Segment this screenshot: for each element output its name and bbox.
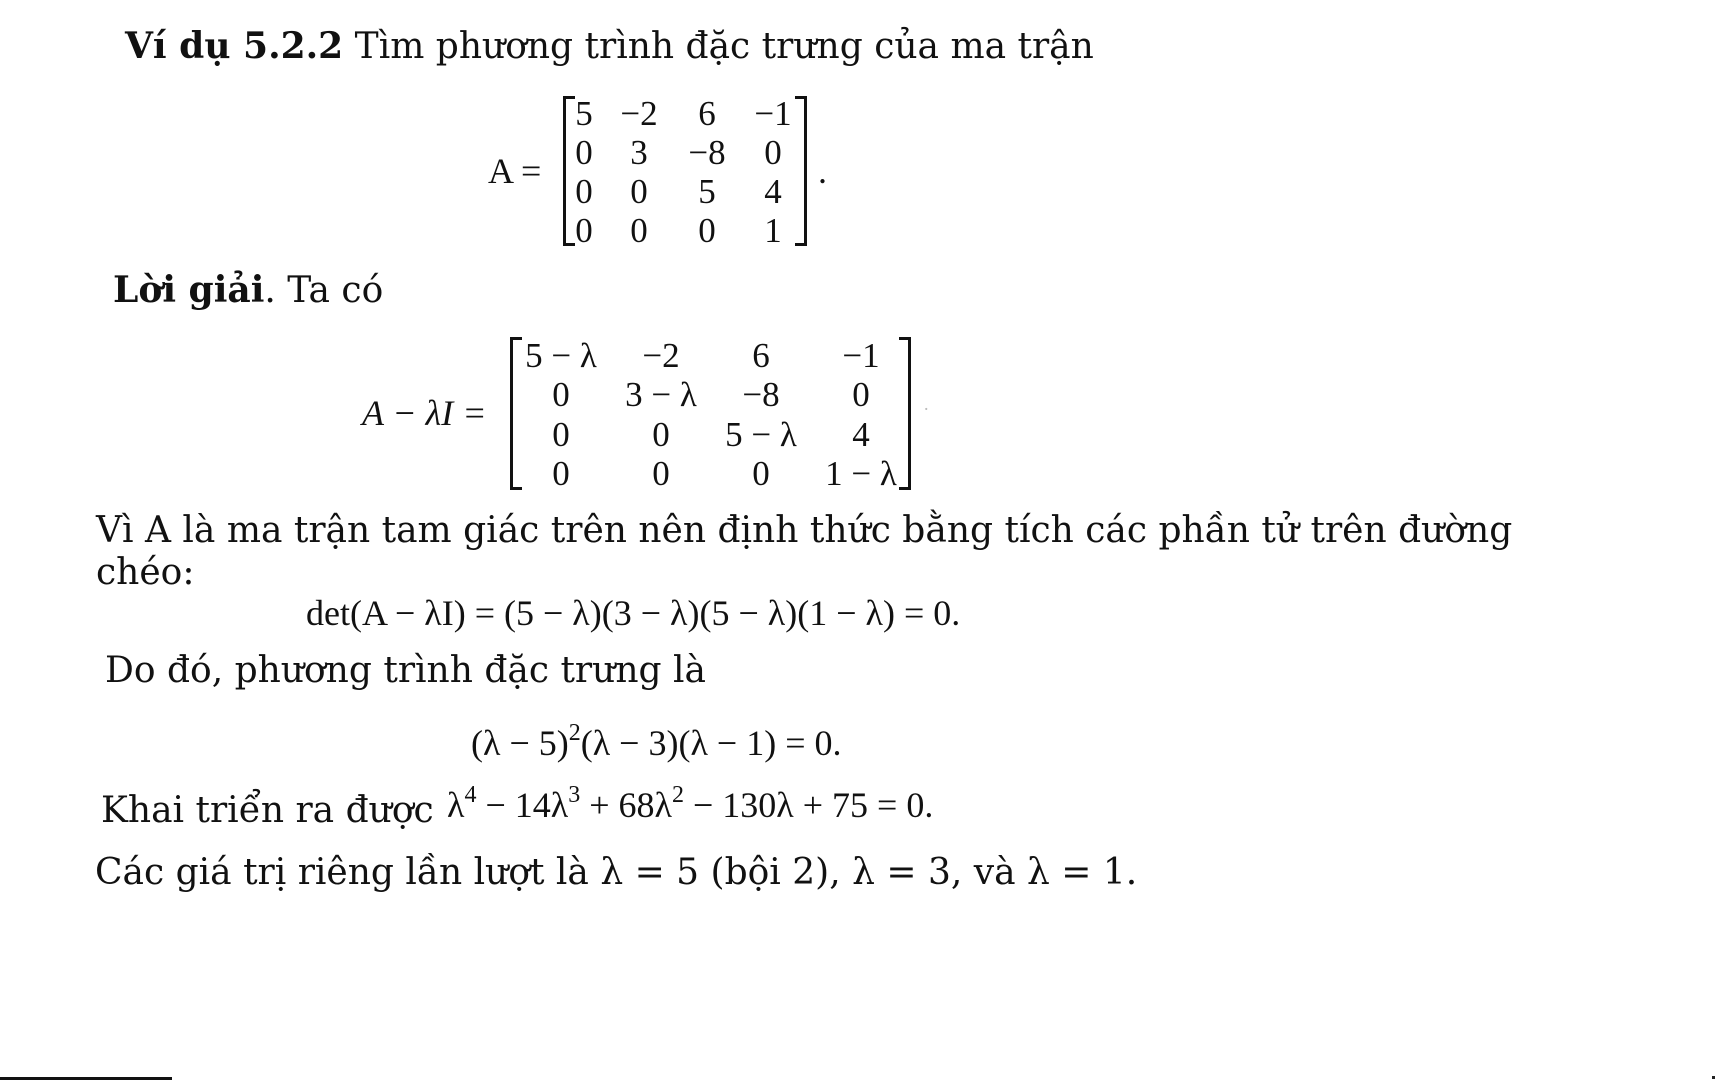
matrix-ali-cell-r1c4: −1 <box>842 336 880 375</box>
matrix-ali-cell-r4c3: 0 <box>752 454 770 493</box>
solution-heading <box>113 269 384 311</box>
matrix-ali <box>510 336 911 493</box>
matrix-ali-cell-r3c3: 5 − λ <box>725 415 797 454</box>
matrix-ali-cell-r1c2: −2 <box>642 336 680 375</box>
matrix-a-cell-r2c3: −8 <box>688 133 726 172</box>
example-label: Ví dụ 5.2.2 <box>125 25 344 67</box>
matrix-a-cell-r1c1: 5 <box>575 94 593 133</box>
matrix-a-cell-r3c2: 0 <box>630 172 648 211</box>
expanded-polynomial: $\lambda^4 - 14\lambda^3 + 68\lambda^2 - 130\lambda + 75 = 0$. <box>447 782 934 825</box>
matrix-a <box>563 94 807 250</box>
example-heading <box>125 25 1094 67</box>
matrix-a-cell-r4c4: 1 <box>764 211 782 250</box>
matrix-ali-cell-r3c1: 0 <box>552 415 570 454</box>
characteristic-equation: $(\lambda - 5)^2(\lambda - 3)(\lambda - 1) = 0$. <box>471 720 842 763</box>
det-equation: det(A − λI) = (5 − λ)(3 − λ)(5 − λ)(1 − λ) = 0. <box>306 593 961 633</box>
matrix-a-cell-r4c2: 0 <box>630 211 648 250</box>
matrix-a-cell-r4c3: 0 <box>698 211 716 250</box>
matrix-ali-cell-r4c4: 1 − λ <box>825 454 897 493</box>
example-text: Tìm phương trình đặc trưng của ma trận <box>343 26 1094 67</box>
matrix-a-cell-r1c3: 6 <box>698 94 716 133</box>
matrix-ali-cell-r4c1: 0 <box>552 454 570 493</box>
matrix-ali-cell-r2c3: −8 <box>742 375 780 414</box>
matrix-a-cell-r3c4: 4 <box>764 172 782 211</box>
matrix-ali-grid <box>513 336 908 493</box>
matrix-ali-cell-r2c1: 0 <box>552 375 570 414</box>
matrix-ali-cell-r3c2: 0 <box>652 415 670 454</box>
matrix-a-grid <box>566 94 804 250</box>
scan-speck <box>1712 1076 1715 1079</box>
matrix-a-cell-r2c4: 0 <box>764 133 782 172</box>
matrix-a-period: . <box>818 151 827 191</box>
footnote-rule <box>0 1077 172 1080</box>
matrix-a-cell-r1c2: −2 <box>620 94 658 133</box>
matrix-ali-lhs: A − λI = <box>362 393 487 433</box>
matrix-ali-period: . <box>924 394 929 414</box>
matrix-a-cell-r2c2: 3 <box>630 133 648 172</box>
matrix-ali-cell-r1c1: 5 − λ <box>525 336 597 375</box>
paragraph-2: Do đó, phương trình đặc trưng là <box>105 650 706 691</box>
matrix-a-cell-r3c3: 5 <box>698 172 716 211</box>
matrix-ali-cell-r4c2: 0 <box>652 454 670 493</box>
matrix-ali-cell-r2c4: 0 <box>852 375 870 414</box>
matrix-a-cell-r3c1: 0 <box>575 172 593 211</box>
matrix-a-cell-r4c1: 0 <box>575 211 593 250</box>
eigenvalues-sentence: Các giá trị riêng lần lượt là λ = 5 (bội 2), λ = 3, và λ = 1. <box>95 852 1138 893</box>
matrix-ali-cell-r2c2: 3 − λ <box>625 375 697 414</box>
solution-label: Lời giải <box>113 269 265 311</box>
expand-label: Khai triển ra được <box>101 790 434 831</box>
matrix-ali-cell-r1c3: 6 <box>752 336 770 375</box>
paragraph-line-2: chéo: <box>96 552 195 593</box>
matrix-a-cell-r1c4: −1 <box>754 94 792 133</box>
matrix-a-lhs: A = <box>488 151 542 191</box>
paragraph-line-1: Vì A là ma trận tam giác trên nên định thức bằng tích các phần tử trên đường <box>96 510 1513 551</box>
matrix-ali-cell-r3c4: 4 <box>852 415 870 454</box>
solution-text: . Ta có <box>264 270 384 311</box>
matrix-a-cell-r2c1: 0 <box>575 133 593 172</box>
